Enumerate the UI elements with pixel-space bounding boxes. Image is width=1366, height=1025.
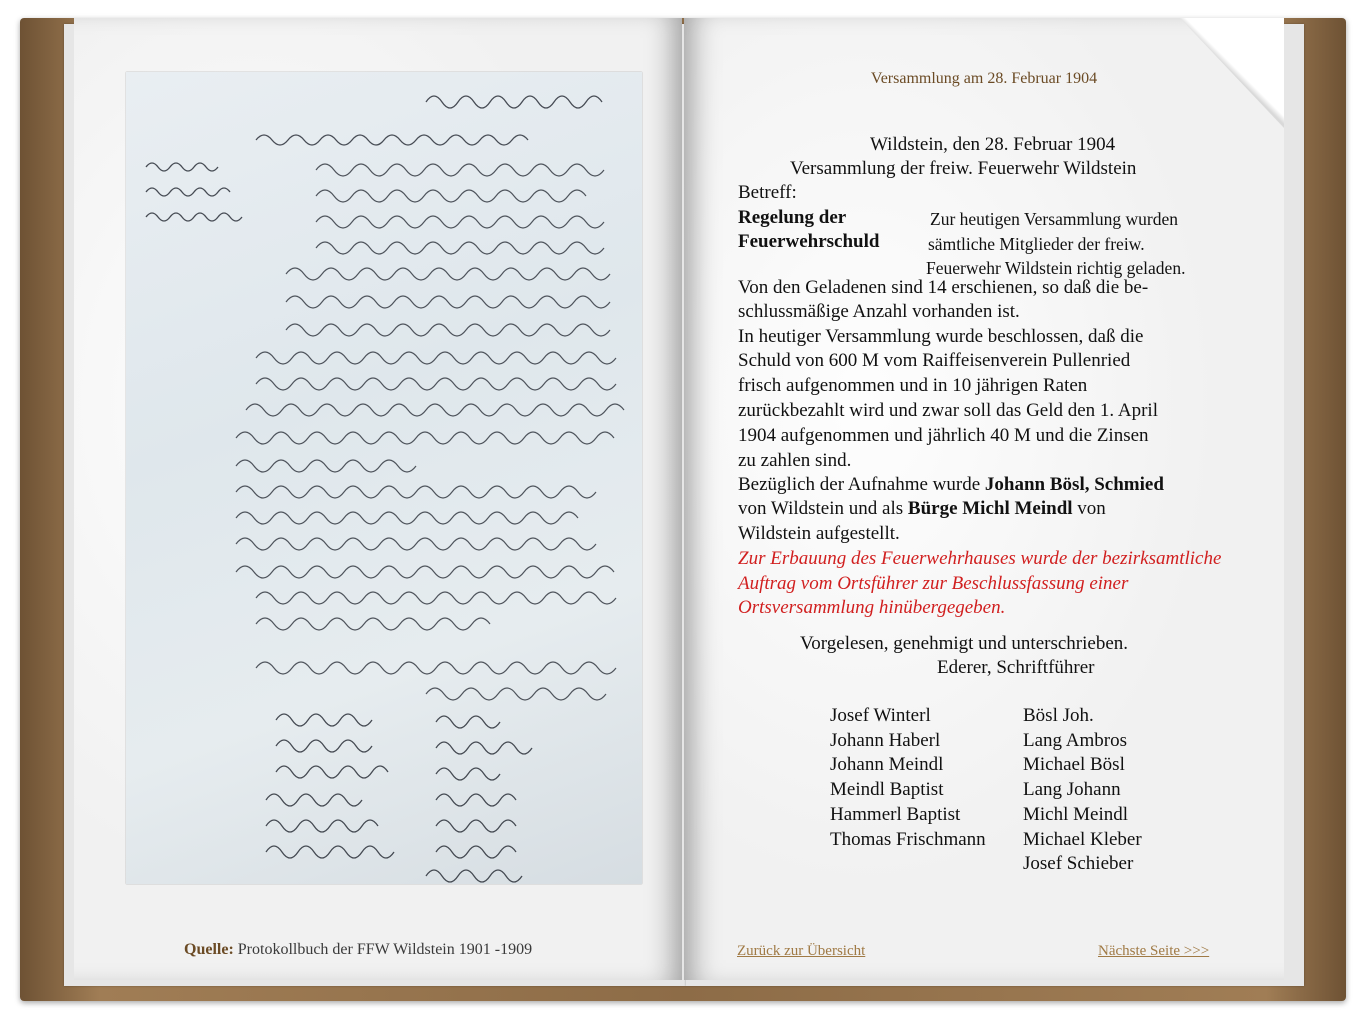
signature-name: Michl Meindl — [1023, 803, 1129, 825]
signature-list-right — [1023, 704, 1142, 877]
body-line-2: schlussmäßige Anzahl vorhanden ist. — [738, 301, 1020, 322]
source-caption — [184, 941, 532, 959]
back-to-overview-link[interactable]: Zurück zur Übersicht — [737, 943, 866, 959]
date-line: Wildstein, den 28. Februar 1904 — [870, 134, 1116, 155]
source-text: Protokollbuch der FFW Wildstein 1901 -1909 — [233, 941, 533, 958]
body-line-7: 1904 aufgenommen und jährlich 40 M und die Zinsen — [738, 425, 1149, 446]
betreff-text-2: sämtliche Mitglieder der freiw. — [928, 234, 1145, 254]
signature-name: Meindl Baptist — [830, 779, 944, 801]
signature-name: Hammerl Baptist — [830, 803, 961, 825]
red-note-line-1: Zur Erbauung des Feuerwehrhauses wurde der bezirksamtliche — [738, 548, 1222, 569]
signature-name: Josef Schieber — [1023, 853, 1134, 875]
handwriting-image — [126, 72, 642, 884]
source-label: Quelle: — [184, 941, 234, 958]
body-line-5: frisch aufgenommen und in 10 jährigen Raten — [738, 375, 1088, 396]
closing-line-1: Vorgelesen, genehmigt und unterschrieben. — [800, 633, 1129, 654]
signature-name: Lang Johann — [1023, 779, 1121, 801]
red-note-line-2: Auftrag vom Ortsführer zur Beschlussfassung einer — [738, 573, 1129, 594]
body-line-1: Von den Geladenen sind 14 erschienen, so daß die be- — [738, 277, 1149, 298]
signature-name: Lang Ambros — [1023, 729, 1127, 751]
aufnahme-line-1 — [738, 473, 1164, 498]
betreff-label: Betreff: — [738, 182, 797, 203]
aufnahme-text: Bezüglich der Aufnahme wurde — [738, 474, 985, 495]
aufnahme-text-2: von Wildstein und als — [738, 498, 908, 519]
betreff-topic-1: Regelung der — [738, 207, 847, 228]
signature-list-left — [830, 704, 986, 852]
aufnahme-line-2 — [738, 497, 1106, 522]
betreff-topic-2: Feuerwehrschuld — [738, 231, 880, 252]
signature-name: Josef Winterl — [830, 705, 931, 726]
signature-name: Johann Meindl — [830, 754, 944, 776]
buerge-name: Bürge Michl Meindl — [907, 498, 1073, 519]
closing-line-2: Ederer, Schriftführer — [937, 657, 1095, 678]
red-note-line-3: Ortsversammlung hinübergegeben. — [738, 597, 1006, 618]
body-line-4: Schuld von 600 M vom Raiffeisenverein Pullenried — [738, 350, 1131, 371]
signature-name: Thomas Frischmann — [830, 828, 986, 850]
aufnahme-text-3: von — [1072, 498, 1106, 519]
aufnahme-name: Johann Bösl, Schmied — [984, 474, 1164, 495]
page-header: Versammlung am 28. Februar 1904 — [870, 70, 1098, 87]
signature-name: Bösl Joh. — [1023, 705, 1094, 726]
aufnahme-line-3: Wildstein aufgestellt. — [738, 523, 900, 544]
betreff-text-3: Feuerwehr Wildstein richtig geladen. — [926, 258, 1186, 278]
body-line-8: zu zahlen sind. — [738, 450, 852, 471]
signature-name: Michael Bösl — [1023, 754, 1125, 776]
manuscript-scan — [126, 72, 642, 884]
signature-name: Johann Haberl — [830, 729, 941, 751]
next-page-link[interactable]: Nächste Seite >>> — [1098, 943, 1210, 959]
body-line-6: zurückbezahlt wird und zwar soll das Geld den 1. April — [738, 400, 1158, 421]
betreff-text-1: Zur heutigen Versammlung wurden — [930, 209, 1179, 229]
body-line-3: In heutiger Versammlung wurde beschlossen, daß die — [738, 326, 1144, 347]
signature-name: Michael Kleber — [1023, 828, 1142, 850]
title-line: Versammlung der freiw. Feuerwehr Wildstein — [790, 158, 1137, 179]
